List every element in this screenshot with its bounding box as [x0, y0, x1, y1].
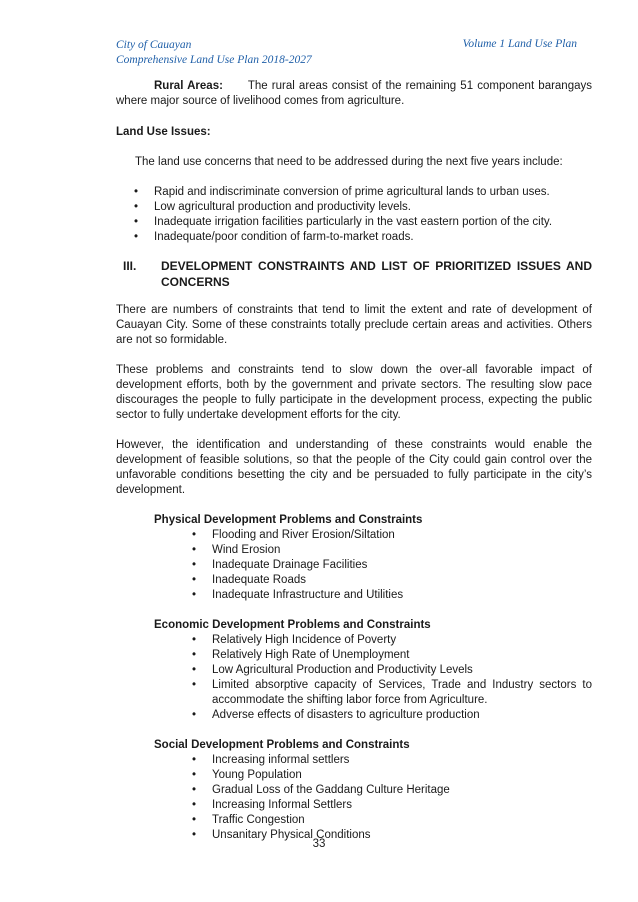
- list-item: • Low agricultural production and productivity levels.: [154, 200, 592, 215]
- economic-constraints-list: [116, 633, 592, 723]
- land-use-issues-heading: Land Use Issues:: [116, 126, 211, 138]
- list-item: • Rapid and indiscriminate conversion of prime agricultural lands to urban uses.: [154, 185, 592, 200]
- section-number: III.: [123, 259, 137, 273]
- paragraph: There are numbers of constraints that tend to limit the extent and rate of development of Cauayan City. Some of these constraints totally preclude certain areas and activities. Others are not so formidable.: [116, 304, 592, 346]
- page-number: 33: [312, 838, 326, 850]
- physical-constraints-heading: Physical Development Problems and Constraints: [154, 514, 423, 526]
- list-item: • Increasing Informal Settlers: [212, 798, 592, 813]
- list-item: • Limited absorptive capacity of Services, Trade and Industry sectors to accommodate the shifting labor force from Agriculture.: [212, 678, 592, 708]
- list-item: • Inadequate irrigation facilities particularly in the vast eastern portion of the city.: [154, 215, 592, 230]
- list-item: • Inadequate Infrastructure and Utilities: [212, 588, 592, 603]
- section-heading: [116, 258, 592, 290]
- rural-areas-label: Rural Areas:: [154, 80, 223, 92]
- land-use-intro: The land use concerns that need to be addressed during the next five years include:: [135, 156, 563, 168]
- list-item: • Wind Erosion: [212, 543, 592, 558]
- land-use-issues-list: [116, 185, 592, 245]
- list-item: • Low Agricultural Production and Productivity Levels: [212, 663, 592, 678]
- list-item: • Relatively High Rate of Unemployment: [212, 648, 592, 663]
- list-item: • Gradual Loss of the Gaddang Culture Heritage: [212, 783, 592, 798]
- header-plan-title: Comprehensive Land Use Plan 2018-2027: [116, 54, 312, 66]
- rural-areas-paragraph: [116, 79, 592, 109]
- page-body: [116, 79, 592, 843]
- physical-constraints-list: [116, 528, 592, 603]
- list-item: • Flooding and River Erosion/Siltation: [212, 528, 592, 543]
- header-city: City of Cauayan: [116, 39, 192, 51]
- header-volume: Volume 1 Land Use Plan: [462, 38, 577, 50]
- list-item: • Increasing informal settlers: [212, 753, 592, 768]
- list-item: • Traffic Congestion: [212, 813, 592, 828]
- rural-areas-text: The rural areas consist of the remaining 51 component barangays where major source of livelihood comes from agriculture.: [116, 80, 592, 107]
- list-item: • Adverse effects of disasters to agriculture production: [212, 708, 592, 723]
- social-constraints-heading: Social Development Problems and Constraints: [154, 739, 410, 751]
- list-item: • Inadequate Roads: [212, 573, 592, 588]
- economic-constraints-heading: Economic Development Problems and Constraints: [154, 619, 431, 631]
- section-title: DEVELOPMENT CONSTRAINTS AND LIST OF PRIORITIZED ISSUES AND CONCERNS: [161, 259, 592, 289]
- list-item: • Young Population: [212, 768, 592, 783]
- paragraph: However, the identification and understanding of these constraints would enable the development of feasible solutions, so that the people of the City could gain control over the unfavorable conditions besetting the city and be persuaded to fully participate in the city’s development.: [116, 439, 592, 496]
- paragraph: These problems and constraints tend to slow down the over-all favorable impact of development efforts, both by the government and private sectors. The resulting slow pace discourages the people to fully participate in the development process, expecting the public sector to fully undertake development efforts for the city.: [116, 364, 592, 421]
- list-item: • Relatively High Incidence of Poverty: [212, 633, 592, 648]
- document-header: [116, 38, 312, 68]
- list-item: • Inadequate/poor condition of farm-to-market roads.: [154, 230, 592, 245]
- list-item: • Unsanitary Physical Conditions: [212, 828, 592, 843]
- list-item: • Inadequate Drainage Facilities: [212, 558, 592, 573]
- social-constraints-list: [116, 753, 592, 843]
